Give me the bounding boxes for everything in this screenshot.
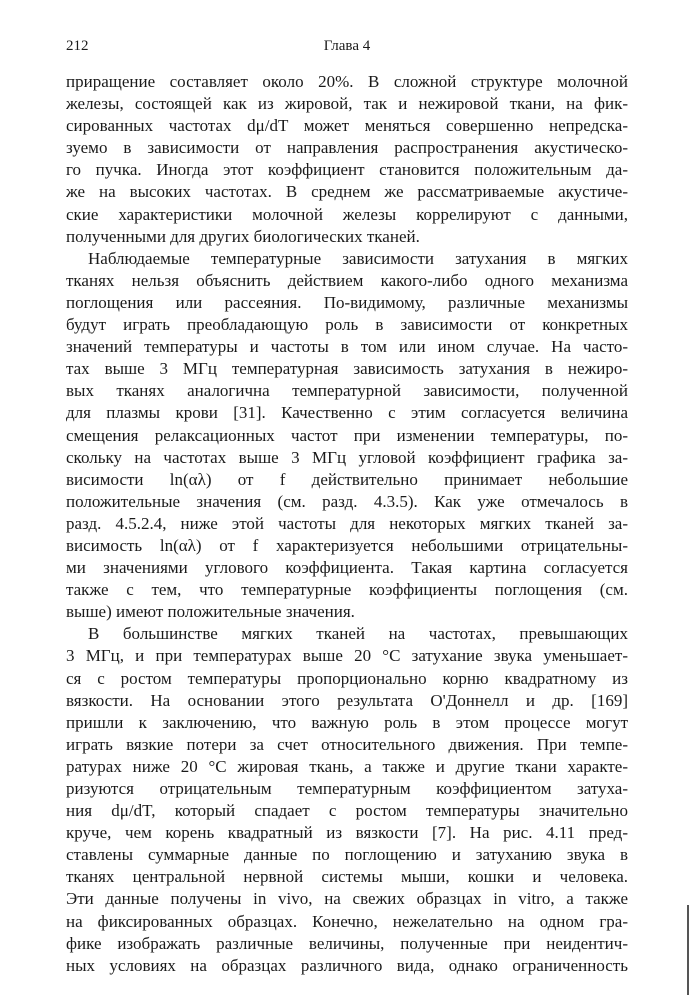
text-line: же на высоких частотах. В среднем же рассматриваемые акустиче- (66, 182, 628, 202)
text-line: сированных частотах dμ/dT может меняться совершенно непредска- (66, 116, 628, 136)
paragraph (66, 623, 628, 977)
text-line: ся с ростом температуры пропорционально корню квадратному из (66, 668, 628, 688)
text-line: ставлены суммарные данные по поглощению и затуханию звука в (66, 845, 628, 865)
text-line: тах выше 3 МГц температурная зависимость затухания в нежиро- (66, 359, 628, 379)
text-line: играть вязкие потери за счет относительного движения. При темпе- (66, 734, 628, 754)
text-line: ские характеристики молочной железы коррелируют с данными, (66, 204, 628, 224)
text-line: железы, состоящей как из жировой, так и нежировой ткани, на фик- (66, 94, 628, 114)
text-line: ных условиях на образцах различного вида, однако ограниченность (66, 955, 628, 975)
text-line: смещения релаксационных частот при изменении температуры, по- (66, 425, 628, 445)
page-body (66, 71, 628, 977)
text-line: также с тем, что температурные коэффициенты поглощения (см. (66, 580, 628, 600)
text-line: выше) имеют положительные значения. (66, 602, 355, 622)
text-line: скольку на частотах выше 3 МГц угловой коэффициент графика за- (66, 447, 628, 467)
text-line: полученными для других биологических тканей. (66, 226, 420, 246)
paragraph (66, 248, 628, 624)
text-line: В большинстве мягких тканей на частотах, превышающих (88, 624, 628, 644)
text-line: положительные значения (см. разд. 4.3.5). Как уже отмечалось в (66, 491, 628, 511)
running-header (66, 38, 628, 60)
chapter-title: Глава 4 (323, 38, 371, 54)
text-line: ми значениями углового коэффициента. Такая картина согласуется (66, 558, 628, 578)
text-line: для плазмы крови [31]. Качественно с этим согласуется величина (66, 403, 628, 423)
text-line: будут играть преобладающую роль в зависимости от конкретных (66, 315, 628, 335)
text-line: приращение составляет около 20%. В сложной структуре молочной (66, 72, 628, 91)
text-line: круче, чем корень квадратный из вязкости [7]. На рис. 4.11 пред- (66, 823, 628, 843)
text-line: ния dμ/dT, который спадает с ростом температуры значительно (66, 801, 628, 821)
text-line: зуемо в зависимости от направления распространения акустическо- (66, 138, 628, 158)
text-line: разд. 4.5.2.4, ниже этой частоты для некоторых мягких тканей за- (66, 513, 628, 533)
text-line: значений температуры и частоты в том или ином случае. На часто- (66, 337, 628, 357)
paragraph (66, 71, 628, 248)
text-line: на фиксированных образцах. Конечно, нежелательно на одном гра- (66, 911, 628, 931)
text-line: поглощения или рассеяния. По-видимому, различные механизмы (66, 292, 628, 312)
page-edge-mark (687, 905, 689, 995)
text-line: го пучка. Иногда этот коэффициент становится положительным да- (66, 160, 628, 180)
text-line: ризуются отрицательным температурным коэффициентом затуха- (66, 779, 628, 798)
text-line: вязкости. На основании этого результата О'Доннелл и др. [169] (66, 690, 628, 710)
text-line: висимости ln(αλ) от f действительно принимает небольшие (66, 469, 628, 489)
text-line: Наблюдаемые температурные зависимости затухания в мягких (88, 248, 628, 268)
page-number: 212 (66, 38, 89, 54)
text-line: пришли к заключению, что важную роль в этом процессе могут (66, 712, 628, 732)
text-line: 3 МГц, и при температурах выше 20 °С затухание звука уменьшает- (66, 646, 628, 666)
text-line: Эти данные получены in vivo, на свежих образцах in vitro, а также (66, 889, 628, 909)
text-line: висимость ln(αλ) от f характеризуется небольшими отрицательны- (66, 535, 628, 555)
text-line: тканях центральной нервной системы мыши, кошки и человека. (66, 867, 628, 887)
text-line: тканях нельзя объяснить действием какого-либо одного механизма (66, 270, 628, 290)
text-line: вых тканях аналогична температурной зависимости, полученной (66, 381, 628, 401)
text-line: ратурах ниже 20 °С жировая ткань, а также и другие ткани характе- (66, 756, 628, 776)
text-line: фике изображать различные величины, полученные при неидентич- (66, 933, 628, 953)
